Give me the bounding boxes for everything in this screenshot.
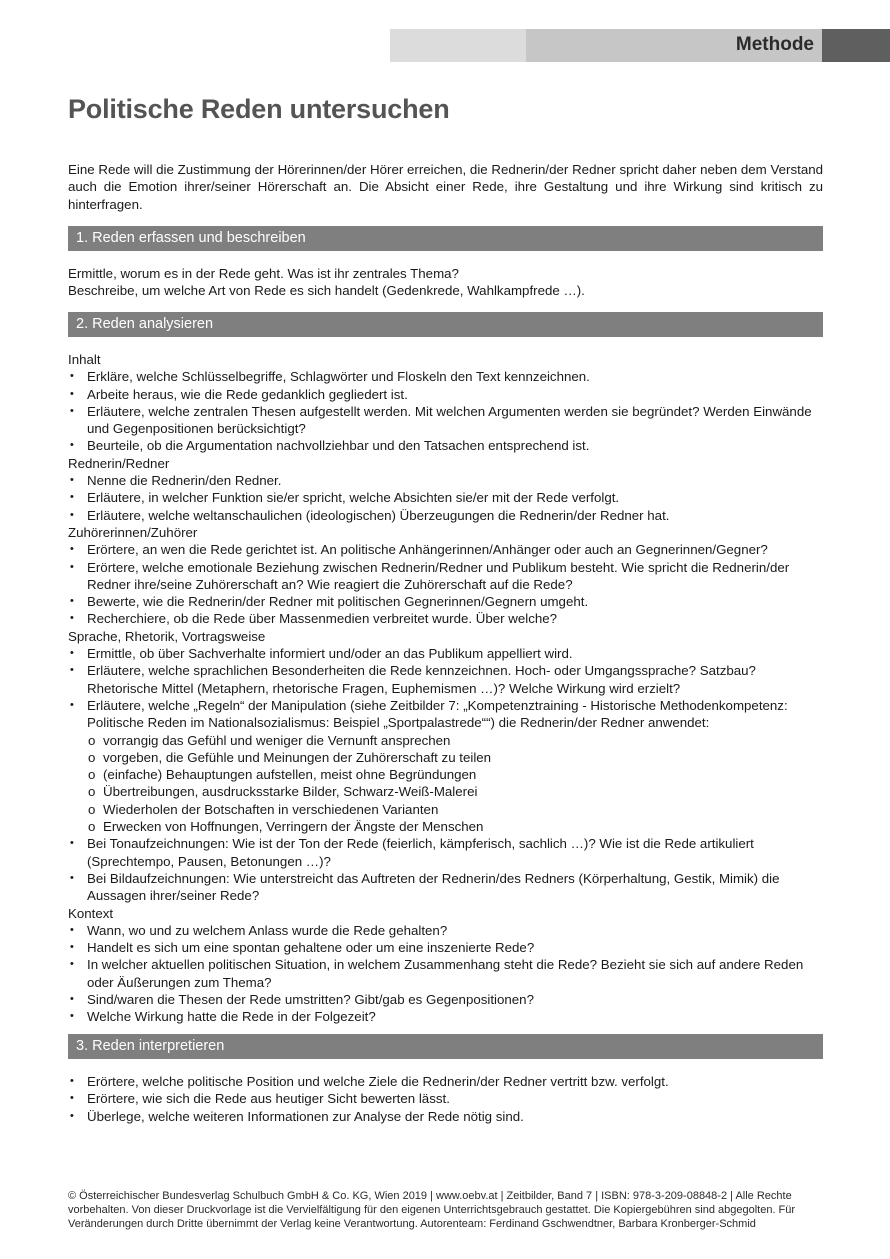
list-item: • Erörtere, wie sich die Rede aus heutiger Sicht bewerten lässt. [68, 1090, 823, 1107]
group-title-sprache: Sprache, Rhetorik, Vortragsweise [68, 628, 266, 644]
list-item: • Beurteile, ob die Argumentation nachvollziehbar und den Tatsachen entsprechend ist. [68, 437, 823, 454]
group-title-zuhoerer: Zuhörerinnen/Zuhörer [68, 524, 198, 540]
list-item: • Nenne die Rednerin/den Redner. [68, 472, 823, 489]
group-title-inhalt: Inhalt [68, 352, 101, 367]
sub-list-item: o Erwecken von Hoffnungen, Verringern der Ängste der Menschen [87, 818, 823, 835]
list-item: • Erkläre, welche Schlüsselbegriffe, Schlagwörter und Floskeln den Text kennzeichnen. [68, 368, 823, 385]
section-1-line: Ermittle, worum es in der Rede geht. Was ist ihr zentrales Thema? [68, 266, 459, 281]
list-item: • Überlege, welche weiteren Informationen zur Analyse der Rede nötig sind. [68, 1108, 823, 1125]
group-list-redner [68, 472, 823, 524]
group-list-inhalt [68, 368, 823, 454]
group-title-kontext: Kontext [68, 905, 114, 921]
section-3-body [68, 1073, 823, 1125]
sub-list-manipulation [87, 732, 823, 836]
header-bar [390, 29, 890, 62]
list-item: • Erläutere, welche sprachlichen Besonderheiten die Rede kennzeichnen. Hoch- oder Umgangssprache? Satzbau? Rhetorische Mittel (Metaphern, rhetorische Fragen, Euphemismen …)? Welche Wirkung wird erzielt? [68, 662, 823, 697]
list-item-manipulation [68, 697, 823, 835]
group-title-redner: Rednerin/Redner [68, 455, 170, 471]
group-list-sprache [68, 645, 823, 904]
list-item: • Ermittle, ob über Sachverhalte informiert und/oder an das Publikum appelliert wird. [68, 645, 823, 662]
list-item: • Bei Bildaufzeichnungen: Wie unterstreicht das Auftreten der Rednerin/des Redners (Körperhaltung, Gestik, Mimik) die Aussagen ihrer/seiner Rede? [68, 870, 823, 905]
list-item-text: Erläutere, welche „Regeln“ der Manipulation (siehe Zeitbilder 7: „Kompetenztraining - Historische Methodenkompetenz: Politische Reden im Nationalsozialismus: Beispiel „Sportpalastrede““) die Rednerin/der Redner anwendet: [87, 697, 788, 731]
section-2-body [68, 351, 823, 1026]
page-title: Politische Reden untersuchen [68, 94, 450, 124]
header-bar-dark-segment [822, 29, 890, 62]
list-item: • Erläutere, in welcher Funktion sie/er spricht, welche Absichten sie/er mit der Rede verfolgt. [68, 489, 823, 506]
sub-list-item: o vorrangig das Gefühl und weniger die Vernunft ansprechen [87, 732, 823, 749]
list-item: • Erläutere, welche zentralen Thesen aufgestellt werden. Mit welchen Argumenten werden sie begründet? Werden Einwände und Gegenpositionen berücksichtigt? [68, 403, 823, 438]
list-item: • Arbeite heraus, wie die Rede gedanklich gegliedert ist. [68, 386, 823, 403]
sub-list-item: o Übertreibungen, ausdrucksstarke Bilder, Schwarz-Weiß-Malerei [87, 783, 823, 800]
section-1-body [68, 265, 823, 300]
list-item: • Erörtere, an wen die Rede gerichtet ist. An politische Anhängerinnen/Anhänger oder auch an Gegnerinnen/Gegner? [68, 541, 823, 558]
list-item: • Erörtere, welche emotionale Beziehung zwischen Rednerin/Redner und Publikum besteht. Wie spricht die Rednerin/der Redner ihre/seine Zuhörerschaft an? Wie reagiert die Zuhörerschaft auf die Rede? [68, 559, 823, 594]
list-item: • Bei Tonaufzeichnungen: Wie ist der Ton der Rede (feierlich, kämpferisch, sachlich …)? Wie ist die Rede artikuliert (Sprechtempo, Pausen, Betonungen …)? [68, 835, 823, 870]
header-label: Methode [735, 34, 814, 55]
section-3-list [68, 1073, 823, 1125]
list-item: • Welche Wirkung hatte die Rede in der Folgezeit? [68, 1008, 823, 1025]
section-3-heading: 3. Reden interpretieren [68, 1034, 823, 1059]
list-item: • Erläutere, welche weltanschaulichen (ideologischen) Überzeugungen die Rednerin/der Redner hat. [68, 507, 823, 524]
group-list-kontext [68, 922, 823, 1026]
sub-list-item: o Wiederholen der Botschaften in verschiedenen Varianten [87, 801, 823, 818]
section-2-heading: 2. Reden analysieren [68, 312, 823, 337]
header-bar-light-segment [390, 29, 526, 62]
group-list-zuhoerer [68, 541, 823, 627]
section-1-line: Beschreibe, um welche Art von Rede es sich handelt (Gedenkrede, Wahlkampfrede …). [68, 283, 585, 299]
copyright-footer: © Österreichischer Bundesverlag Schulbuch GmbH & Co. KG, Wien 2019 | www.oebv.at | Zeitbilder, Band 7 | ISBN: 978-3-209-08848-2 | Alle Rechte vorbehalten. Von dieser Druckvorlage ist die Vervielfältigung für den eigenen Unterrichtsgebrauch gestattet. Die Kopiergebühren sind abgegolten. Für Veränderungen durch Dritte übernimmt der Verlag keine Verantwortung. Autorenteam: Ferdinand Gschwendtner, Barbara Kronberger-Schmid [68, 1190, 796, 1230]
list-item: • Recherchiere, ob die Rede über Massenmedien verbreitet wurde. Über welche? [68, 610, 823, 627]
list-item: • Sind/waren die Thesen der Rede umstritten? Gibt/gab es Gegenpositionen? [68, 991, 823, 1008]
list-item: • Bewerte, wie die Rednerin/der Redner mit politischen Gegnerinnen/Gegnern umgeht. [68, 593, 823, 610]
list-item: • In welcher aktuellen politischen Situation, in welchem Zusammenhang steht die Rede? Bezieht sie sich auf andere Reden oder Äußerungen zum Thema? [68, 956, 823, 991]
section-1-heading: 1. Reden erfassen und beschreiben [68, 226, 823, 251]
intro-paragraph: Eine Rede will die Zustimmung der Hörerinnen/der Hörer erreichen, die Rednerin/der Redner spricht daher neben dem Verstand auch die Emotion ihrer/seiner Hörerschaft an. Die Absicht einer Rede, ihre Gestaltung und ihre Wirkung sind kritisch zu hinterfragen. [68, 162, 823, 212]
sub-list-item: o vorgeben, die Gefühle und Meinungen der Zuhörerschaft zu teilen [87, 749, 823, 766]
list-item: • Wann, wo und zu welchem Anlass wurde die Rede gehalten? [68, 922, 823, 939]
sub-list-item: o (einfache) Behauptungen aufstellen, meist ohne Begründungen [87, 766, 823, 783]
list-item: • Erörtere, welche politische Position und welche Ziele die Rednerin/der Redner vertritt bzw. verfolgt. [68, 1073, 823, 1090]
list-item: • Handelt es sich um eine spontan gehaltene oder um eine inszenierte Rede? [68, 939, 823, 956]
